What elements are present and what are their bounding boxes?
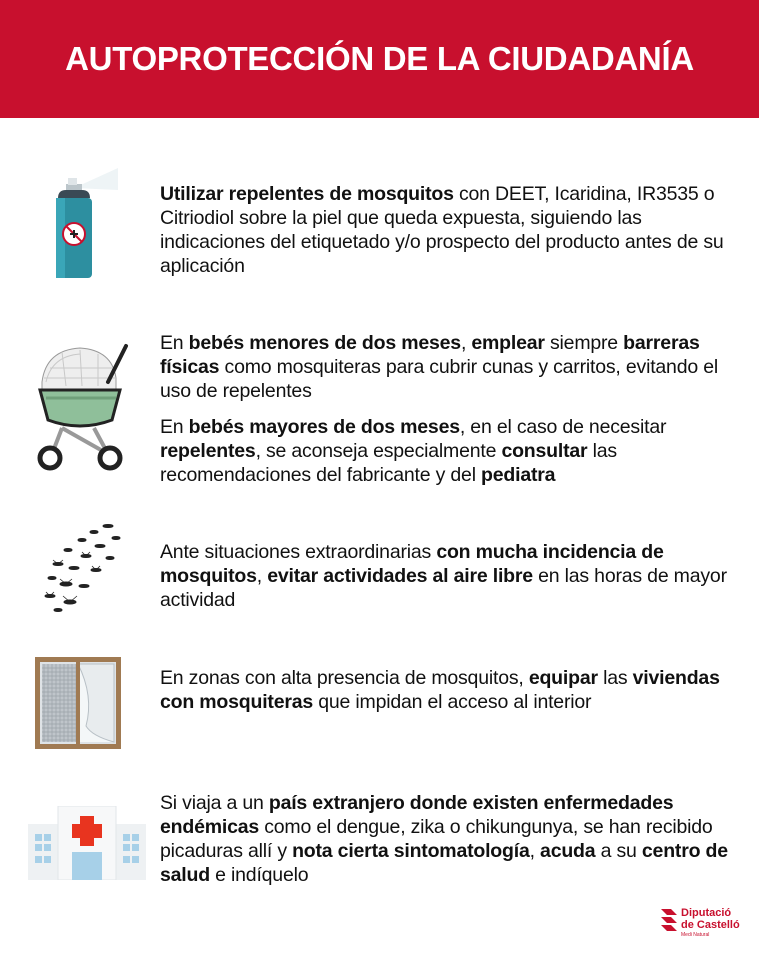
text-run: En xyxy=(160,332,189,354)
text-run: , xyxy=(256,565,268,587)
tip-text-repellent xyxy=(160,182,740,278)
diputacio-logo-icon xyxy=(659,907,679,933)
tip-text-window-net xyxy=(160,666,740,714)
text-run: siempre xyxy=(544,332,624,354)
bold-text: país extranjero donde existen enfermedades endémicas xyxy=(160,792,674,838)
tip-paragraph xyxy=(160,415,740,487)
bold-text: centro de salud xyxy=(160,840,728,886)
mosquito-swarm-icon xyxy=(38,518,128,614)
text-run: , en el caso de necesitar xyxy=(459,416,667,438)
bold-text: equipar xyxy=(528,667,598,689)
bold-text: evitar actividades al aire libre xyxy=(267,565,533,587)
text-run: , xyxy=(529,840,541,862)
text-run: En xyxy=(160,416,189,438)
bold-text: barreras físicas xyxy=(160,332,700,378)
bold-text: Utilizar repelentes de mosquitos xyxy=(160,183,454,205)
text-run: que impidan el acceso al interior xyxy=(313,691,592,713)
text-run: e indíquelo xyxy=(209,864,309,886)
text-run: Ante situaciones extraordinarias xyxy=(160,541,437,563)
text-run: con DEET, Icaridina, IR3535 o Citriodiol sobre la piel que queda expuesta, siguiendo las indicaciones del etiquetado y/o prospecto del producto antes de su aplicación xyxy=(160,183,724,277)
bold-text: nota cierta sintomatología xyxy=(292,840,530,862)
diputacio-logo xyxy=(659,905,754,939)
logo-line3: Medi Natural xyxy=(681,932,710,938)
bold-text: bebés menores de dos meses xyxy=(188,332,461,354)
tip-text-health-center xyxy=(160,791,740,887)
tip-paragraph xyxy=(160,540,740,612)
health-center-icon xyxy=(28,806,146,880)
text-run: las xyxy=(597,667,633,689)
bold-text: bebés mayores de dos meses xyxy=(188,416,460,438)
bold-text: con mucha incidencia de mosquitos xyxy=(160,541,664,587)
tip-text-outdoors xyxy=(160,540,740,612)
tip-text-babies xyxy=(160,331,740,487)
stroller-icon xyxy=(32,342,132,474)
text-run: , se aconseja especialmente xyxy=(255,440,502,462)
header-banner xyxy=(0,0,759,118)
text-run: como el dengue, zika o chikungunya, se han recibido picaduras allí y xyxy=(160,816,713,862)
bold-text: pediatra xyxy=(481,464,556,486)
bold-text: acuda xyxy=(540,840,596,862)
page-title: AUTOPROTECCIÓN DE LA CIUDADANÍA xyxy=(65,40,694,77)
window-net-icon xyxy=(34,656,122,750)
bold-text: viviendas con mosquiteras xyxy=(160,667,720,713)
bold-text: emplear xyxy=(471,332,545,354)
text-run: como mosquiteras para cubrir cunas y carritos, evitando el uso de repelentes xyxy=(160,356,718,402)
tip-paragraph xyxy=(160,791,740,887)
tip-paragraph xyxy=(160,182,740,278)
text-run: En zonas con alta presencia de mosquitos, xyxy=(160,667,529,689)
text-run: las recomendaciones del fabricante y del xyxy=(160,440,617,486)
bold-text: consultar xyxy=(501,440,588,462)
repellent-spray-icon xyxy=(40,168,120,280)
tip-paragraph xyxy=(160,331,740,403)
logo-line1: Diputació xyxy=(681,907,732,919)
tip-paragraph xyxy=(160,666,740,714)
text-run: a su xyxy=(595,840,642,862)
text-run: en las horas de mayor actividad xyxy=(160,565,727,611)
text-run: , xyxy=(460,332,472,354)
bold-text: repelentes xyxy=(160,440,256,462)
logo-line2: de Castelló xyxy=(681,919,740,931)
text-run: Si viaja a un xyxy=(160,792,269,814)
